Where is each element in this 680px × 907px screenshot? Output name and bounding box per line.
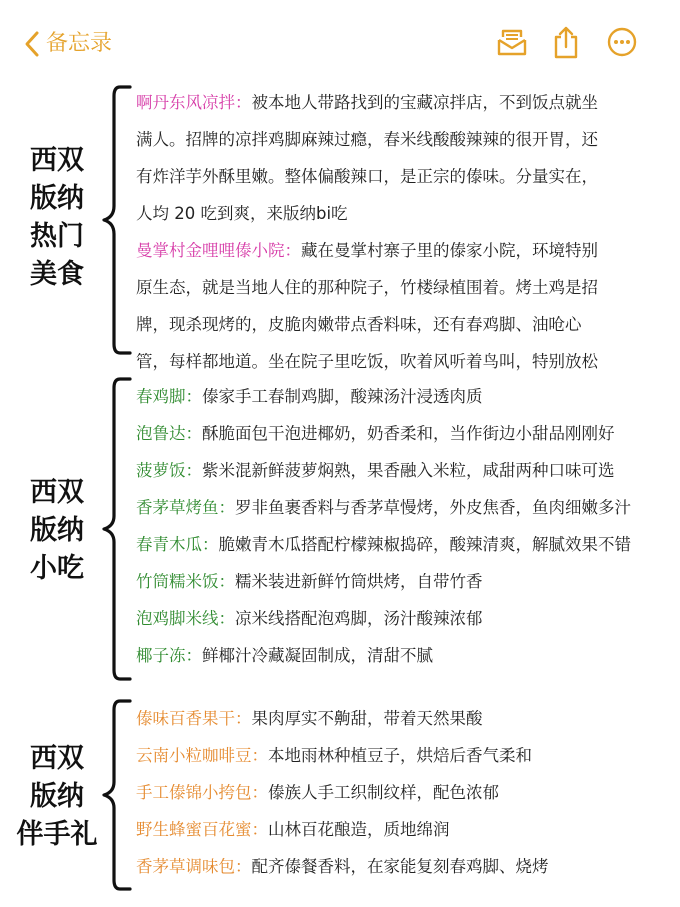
section-title-line: 热门 <box>30 221 84 252</box>
entry-name: 香茅草调味包： <box>136 857 252 876</box>
list-item <box>136 84 656 232</box>
list-item <box>136 489 656 526</box>
entries-list <box>136 84 656 380</box>
entry-text: 原生态，就是当地人住的那种院子，竹楼绿植围着。烤土鸡是招 <box>136 278 598 297</box>
entries-list <box>136 378 656 674</box>
list-item <box>136 415 656 452</box>
entry-name: 竹筒糯米饭： <box>136 572 235 591</box>
entry-text: 鲜椰汁冷藏凝固制成，清甜不腻 <box>202 646 433 665</box>
entry-text: 糯米装进新鲜竹筒烘烤，自带竹香 <box>235 572 483 591</box>
entry-name: 泡鸡脚米线： <box>136 609 235 628</box>
entry-text: 人均 20 吃到爽，来版纳bi吃 <box>136 204 348 223</box>
entry-text: 满人。招牌的凉拌鸡脚麻辣过瘾，春米线酸酸辣辣的很开胃，还 <box>136 130 598 149</box>
section-title-line: 伴手礼 <box>16 819 98 850</box>
entry-text: 凉米线搭配泡鸡脚，汤汁酸辣浓郁 <box>235 609 483 628</box>
section-title <box>14 474 100 588</box>
entry-text: 被本地人带路找到的宝藏凉拌店，不到饭点就坐 <box>251 93 598 112</box>
entry-name: 傣味百香果干： <box>136 709 252 728</box>
navigation-bar <box>0 0 680 86</box>
entry-text: 有炸洋芋外酥里嫩。整体偏酸辣口，是正宗的傣味。分量实在， <box>136 167 598 186</box>
section-souvenirs <box>0 698 680 894</box>
entry-text: 傣家手工春制鸡脚，酸辣汤汁浸透肉质 <box>202 387 483 406</box>
list-item <box>136 526 656 563</box>
section-title-line: 西双 <box>30 145 84 176</box>
section-title <box>14 740 100 854</box>
chevron-left-icon <box>24 30 40 58</box>
list-item <box>136 452 656 489</box>
section-title-line: 美食 <box>30 259 84 290</box>
entry-text: 配齐傣餐香料，在家能复刻春鸡脚、烧烤 <box>251 857 549 876</box>
entry-name: 野生蜂蜜百花蜜： <box>136 820 268 839</box>
more-button[interactable] <box>607 26 637 62</box>
share-icon <box>552 25 580 63</box>
entry-name: 泡鲁达： <box>136 424 202 443</box>
entry-text: 藏在曼掌村寨子里的傣家小院，环境特别 <box>301 241 598 260</box>
entry-name: 春青木瓜： <box>136 535 219 554</box>
list-item <box>136 848 656 885</box>
section-title <box>14 142 100 294</box>
entry-name: 啊丹东风凉拌： <box>136 93 252 112</box>
entry-text: 果肉厚实不齁甜，带着天然果酸 <box>251 709 483 728</box>
list-item <box>136 737 656 774</box>
back-button[interactable] <box>24 26 112 62</box>
entry-text: 傣族人手工织制纹样，配色浓郁 <box>268 783 499 802</box>
entry-text: 山林百花酿造，质地绵润 <box>268 820 450 839</box>
curly-brace-icon <box>96 376 136 682</box>
share-button[interactable] <box>552 26 580 62</box>
list-item <box>136 637 656 674</box>
entry-text: 牌，现杀现烤的，皮脆肉嫩带点香料味，还有春鸡脚、油呛心 <box>136 315 582 334</box>
list-item <box>136 232 656 380</box>
entry-name: 香茅草烤鱼： <box>136 498 235 517</box>
more-icon <box>607 27 637 61</box>
entry-text: 脆嫩青木瓜搭配柠檬辣椒捣碎，酸辣清爽，解腻效果不错 <box>218 535 631 554</box>
section-title-line: 版纳 <box>30 183 84 214</box>
entry-name: 手工傣锦小挎包： <box>136 783 268 802</box>
back-label: 备忘录 <box>46 31 113 56</box>
section-title-line: 小吃 <box>30 553 84 584</box>
list-item <box>136 378 656 415</box>
entries-list <box>136 700 656 885</box>
mail-tray-button[interactable] <box>496 26 528 62</box>
entry-name: 曼掌村金哩哩傣小院： <box>136 241 301 260</box>
entry-name: 菠萝饭： <box>136 461 202 480</box>
entry-text: 管，每样都地道。坐在院子里吃饭，吹着风听着鸟叫，特别放松 <box>136 352 598 371</box>
section-title-line: 版纳 <box>30 781 84 812</box>
curly-brace-icon <box>96 698 136 892</box>
entry-name: 云南小粒咖啡豆： <box>136 746 268 765</box>
section-title-line: 版纳 <box>30 515 84 546</box>
section-title-line: 西双 <box>30 743 84 774</box>
list-item <box>136 563 656 600</box>
section-popular-food <box>0 82 680 371</box>
list-item <box>136 811 656 848</box>
list-item <box>136 600 656 637</box>
section-snacks <box>0 376 680 682</box>
curly-brace-icon <box>96 84 136 356</box>
mail-tray-icon <box>496 26 528 62</box>
entry-text: 酥脆面包干泡进椰奶，奶香柔和，当作街边小甜品刚刚好 <box>202 424 615 443</box>
list-item <box>136 700 656 737</box>
entry-text: 本地雨林种植豆子，烘焙后香气柔和 <box>268 746 532 765</box>
entry-text: 罗非鱼裹香料与香茅草慢烤，外皮焦香，鱼肉细嫩多汁 <box>235 498 631 517</box>
entry-text: 紫米混新鲜菠萝焖熟，果香融入米粒，咸甜两种口味可选 <box>202 461 615 480</box>
entry-name: 春鸡脚： <box>136 387 202 406</box>
entry-name: 椰子冻： <box>136 646 202 665</box>
list-item <box>136 774 656 811</box>
section-title-line: 西双 <box>30 477 84 508</box>
